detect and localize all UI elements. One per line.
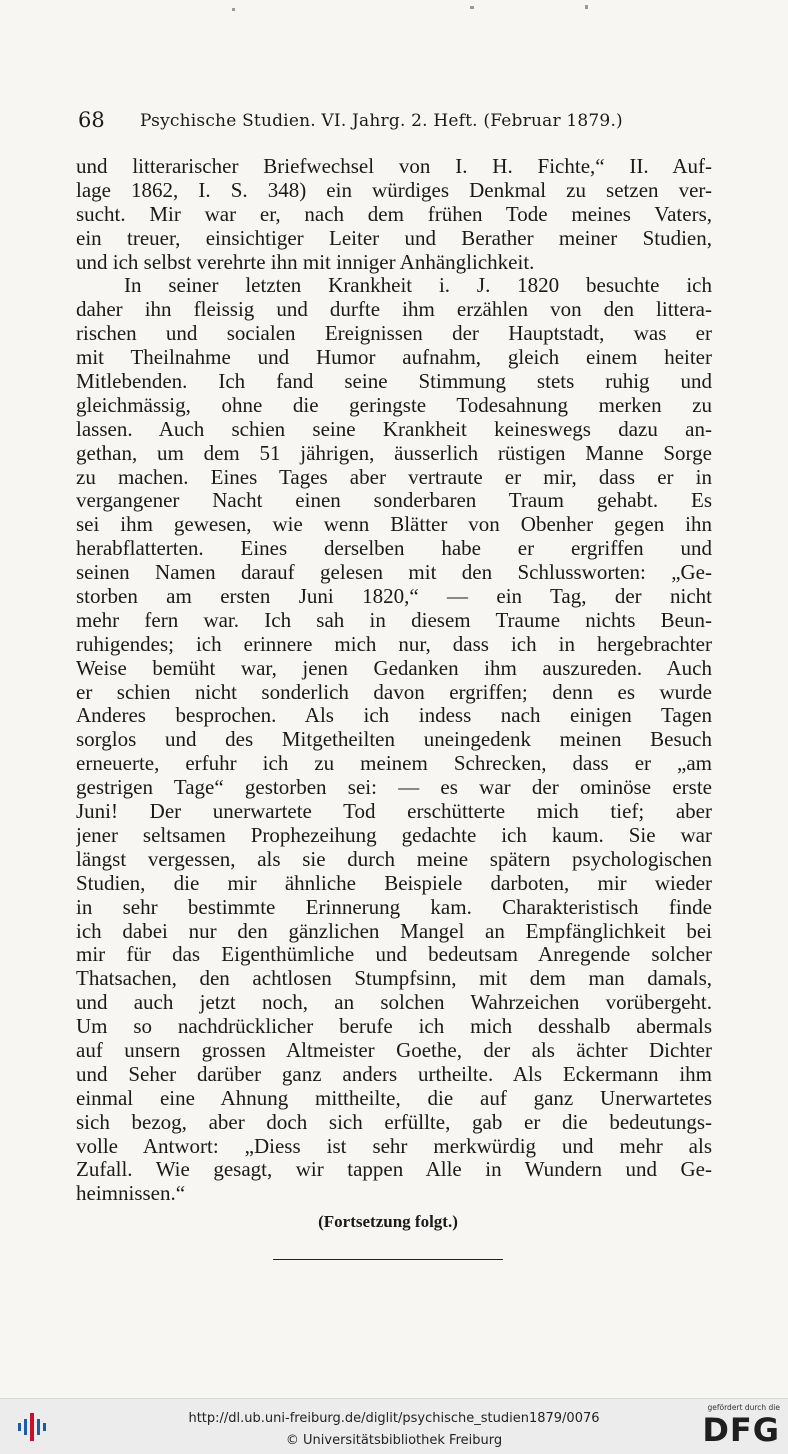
text-line: und Seher darüber ganz anders urtheilte. Als Eckermann ihm bbox=[76, 1062, 712, 1086]
text-line: daher ihn fleissig und durfte ihm erzählen von den littera- bbox=[76, 298, 712, 322]
text-line: und ich selbst verehrte ihn mit inniger Anhänglichkeit. bbox=[76, 250, 535, 274]
text-line: einmal eine Ahnung mittheilte, die auf ganz Unerwartetes bbox=[76, 1086, 712, 1110]
copyright-notice: © Universitätsbibliothek Freiburg bbox=[285, 1433, 503, 1448]
text-line: volle Antwort: „Diess ist sehr merkwürdig und mehr als bbox=[76, 1134, 712, 1158]
text-line: jener seltsamen Prophezeihung gedachte ich kaum. Sie war bbox=[76, 823, 712, 847]
text-line: mir für das Eigenthümliche und bedeutsam Anregende solcher bbox=[76, 943, 712, 967]
text-line: er schien nicht sonderlich davon ergriffen; denn es wurde bbox=[76, 680, 712, 704]
text-line: gestrigen Tage“ gestorben sei: — es war der ominöse erste bbox=[76, 776, 712, 800]
text-line: und auch jetzt noch, an solchen Wahrzeichen vorübergeht. bbox=[76, 991, 712, 1015]
scan-speck bbox=[585, 5, 588, 9]
text-line: heimnissen.“ bbox=[76, 1182, 186, 1206]
text-line: Studien, die mir ähnliche Beispiele darboten, mir wieder bbox=[76, 871, 712, 895]
text-line: sorglos und des Mitgetheilten uneingedenk meinen Besuch bbox=[76, 728, 712, 752]
continuation-text: (Fortsetzung folgt.) bbox=[318, 1212, 458, 1231]
text-line: erneuerte, erfuhr ich zu meinem Schrecken, dass er „am bbox=[76, 752, 712, 776]
text-line: ruhigendes; ich erinnere mich nur, dass ich in hergebrachter bbox=[76, 632, 712, 656]
text-line: sich bezog, aber doch sich erfüllte, gab er die bedeutungs- bbox=[76, 1110, 712, 1134]
text-line: herabflatterten. Eines derselben habe er ergriffen und bbox=[76, 537, 712, 561]
text-line: Thatsachen, den achtlosen Stumpfsinn, mit dem man damals, bbox=[76, 967, 712, 991]
text-line: auf unsern grossen Altmeister Goethe, der als ächter Dichter bbox=[76, 1038, 712, 1062]
text-line: gleichmässig, ohne die geringste Todesahnung merken zu bbox=[76, 393, 712, 417]
text-line: seinen Namen darauf gelesen mit den Schlussworten: „Ge- bbox=[76, 561, 712, 585]
page-number: 68 bbox=[78, 108, 105, 132]
running-title: Psychische Studien. VI. Jahrg. 2. Heft. (Februar 1879.) bbox=[140, 111, 623, 131]
text-line: Anderes besprochen. Als ich indess nach einigen Tagen bbox=[76, 704, 712, 728]
text-line: rischen und socialen Ereignissen der Hauptstadt, was er bbox=[76, 322, 712, 346]
text-line: gethan, um dem 51 jährigen, äusserlich rüstigen Manne Sorge bbox=[76, 441, 712, 465]
text-line: Mitlebenden. Ich fand seine Stimmung stets ruhig und bbox=[76, 370, 712, 394]
scan-speck bbox=[232, 8, 235, 11]
text-line: lassen. Auch schien seine Krankheit keineswegs dazu an- bbox=[76, 417, 712, 441]
dfg-logo bbox=[694, 1403, 780, 1451]
text-line: storben am ersten Juni 1820,“ — ein Tag, der nicht bbox=[76, 585, 712, 609]
text-line: sei ihm gewesen, wie wenn Blätter von Obenher gegen ihn bbox=[76, 513, 712, 537]
scan-speck bbox=[470, 6, 474, 9]
text-line: In seiner letzten Krankheit i. J. 1820 besuchte ich bbox=[124, 274, 712, 298]
text-line: Zufall. Wie gesagt, wir tappen Alle in Wundern und Ge- bbox=[76, 1158, 712, 1182]
text-line: in sehr bestimmte Erinnerung kam. Charakteristisch finde bbox=[76, 895, 712, 919]
source-url-link[interactable]: http://dl.ub.uni-freiburg.de/diglit/psychische_studien1879/0076 bbox=[188, 1411, 600, 1426]
text-line: Juni! Der unerwartete Tod erschütterte mich tief; aber bbox=[76, 800, 712, 824]
text-line: zu machen. Eines Tages aber vertraute er mir, dass er in bbox=[76, 465, 712, 489]
text-line: vergangener Nacht einen sonderbaren Traum gehabt. Es bbox=[76, 489, 712, 513]
dfg-caption: gefördert durch die bbox=[707, 1403, 780, 1412]
text-line: lage 1862, I. S. 348) ein würdiges Denkmal zu setzen ver- bbox=[76, 178, 712, 202]
body-text bbox=[76, 155, 712, 1206]
text-line: längst vergessen, als sie durch meine spätern psychologischen bbox=[76, 847, 712, 871]
separator-rule bbox=[273, 1259, 503, 1260]
text-line: Weise bemüht war, jenen Gedanken ihm auszureden. Auch bbox=[76, 656, 712, 680]
text-line: mehr fern war. Ich sah in diesem Traume nichts Beun- bbox=[76, 608, 712, 632]
text-line: und litterarischer Briefwechsel von I. H. Fichte,“ II. Auf- bbox=[76, 155, 712, 178]
viewer-footer bbox=[0, 1398, 788, 1454]
text-line: mit Theilnahme und Humor aufnahm, gleich einem heiter bbox=[76, 346, 712, 370]
text-line: Um so nachdrücklicher berufe ich mich desshalb abermals bbox=[76, 1015, 712, 1039]
text-line: ein treuer, einsichtiger Leiter und Berather meiner Studien, bbox=[76, 226, 712, 250]
running-header bbox=[78, 108, 708, 138]
text-line: ich dabei nur den gänzlichen Mangel an Empfänglichkeit bei bbox=[76, 919, 712, 943]
continuation-note bbox=[0, 1212, 788, 1232]
text-line: sucht. Mir war er, nach dem frühen Tode meines Vaters, bbox=[76, 202, 712, 226]
dfg-logo-text: DFG bbox=[702, 1411, 780, 1449]
